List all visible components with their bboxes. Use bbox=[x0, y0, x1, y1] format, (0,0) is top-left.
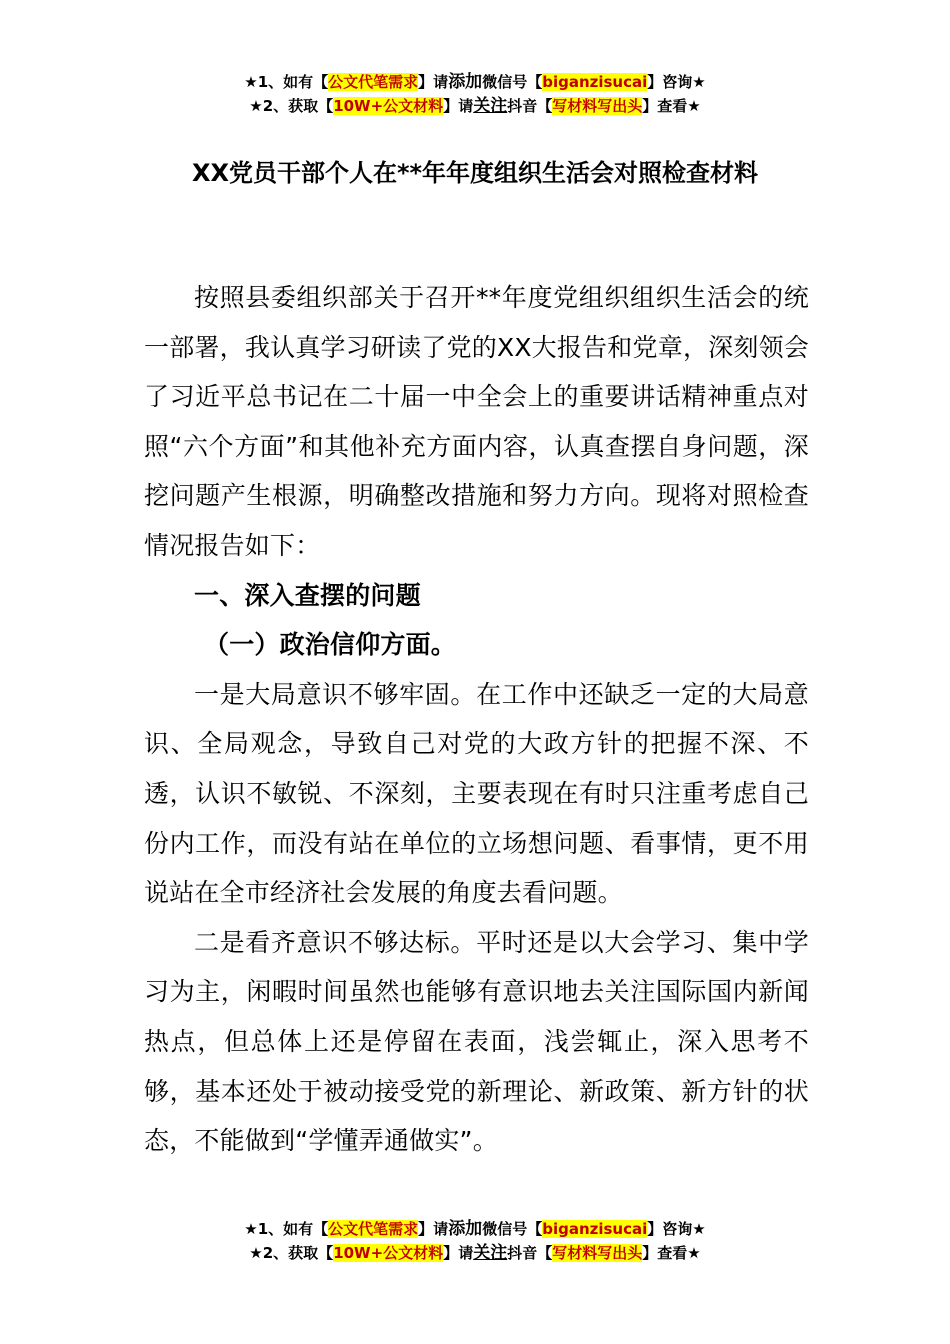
promo-highlight: biganzisucai bbox=[542, 1220, 648, 1238]
promo-emphasis: 关注 bbox=[473, 96, 508, 116]
promo-line-1 bbox=[0, 1217, 950, 1241]
promo-text: 】查看★ bbox=[642, 97, 701, 115]
promo-line-2 bbox=[0, 94, 950, 118]
promo-highlight: 10W+公文材料 bbox=[333, 97, 444, 115]
promo-banner-bottom bbox=[0, 1217, 950, 1265]
promo-line-2 bbox=[0, 1241, 950, 1265]
promo-text: 】请 bbox=[418, 1220, 449, 1238]
promo-text: 】查看★ bbox=[642, 1244, 701, 1262]
promo-highlight: 写材料写出头 bbox=[552, 97, 643, 115]
promo-highlight: biganzisucai bbox=[542, 73, 648, 91]
promo-text: 微信号【 bbox=[482, 73, 543, 91]
promo-highlight: 公文代笔需求 bbox=[328, 73, 419, 91]
promo-highlight: 10W+公文材料 bbox=[333, 1244, 444, 1262]
promo-text: 】咨询★ bbox=[647, 73, 706, 91]
promo-highlight: 公文代笔需求 bbox=[328, 1220, 419, 1238]
promo-text: ★2、获取【 bbox=[249, 1244, 334, 1262]
promo-text: ★1、如有【 bbox=[244, 73, 329, 91]
point-paragraph-1: 一是大局意识不够牢固。在工作中还缺乏一定的大局意识、全局观念，导致自己对党的大政方针的把握不深、不透，认识不敏锐、不深刻，主要表现在有时只注重考虑自己份内工作，而没有站在单位的立场想问题、看事情，更不用说站在全市经济社会发展的角度去看问题。 bbox=[144, 679, 809, 908]
promo-banner-top bbox=[0, 70, 950, 118]
document-body bbox=[144, 273, 809, 1166]
promo-text: 】咨询★ bbox=[647, 1220, 706, 1238]
promo-emphasis: 添加 bbox=[448, 1219, 483, 1239]
promo-text: 抖音【 bbox=[507, 1244, 553, 1262]
promo-emphasis: 关注 bbox=[473, 1243, 508, 1263]
subsection-heading: （一）政治信仰方面。 bbox=[204, 630, 457, 660]
promo-line-1 bbox=[0, 70, 950, 94]
section-heading: 一、深入查摆的问题 bbox=[194, 580, 421, 610]
promo-highlight: 写材料写出头 bbox=[552, 1244, 643, 1262]
promo-emphasis: 添加 bbox=[448, 72, 483, 92]
intro-paragraph: 按照县委组织部关于召开**年度党组织组织生活会的统一部署，我认真学习研读了党的XX大报告和党章，深刻领会了习近平总书记在二十届一中全会上的重要讲话精神重点对照“六个方面”和其他补充方面内容，认真查摆自身问题，深挖问题产生根源，明确整改措施和努力方向。现将对照检查情况报告如下： bbox=[144, 283, 809, 560]
promo-text: 】请 bbox=[443, 1244, 474, 1262]
promo-text: 】请 bbox=[418, 73, 449, 91]
promo-text: 微信号【 bbox=[482, 1220, 543, 1238]
point-paragraph-2: 二是看齐意识不够达标。平时还是以大会学习、集中学习为主，闲暇时间虽然也能够有意识地去关注国际国内新闻热点，但总体上还是停留在表面，浅尝辄止，深入思考不够，基本还处于被动接受党的新理论、新政策、新方针的状态，不能做到“学懂弄通做实”。 bbox=[144, 927, 809, 1156]
document-title: XX党员干部个人在**年年度组织生活会对照检查材料 bbox=[191, 159, 759, 187]
promo-text: 】请 bbox=[443, 97, 474, 115]
promo-text: ★2、获取【 bbox=[249, 97, 334, 115]
promo-text: ★1、如有【 bbox=[244, 1220, 329, 1238]
promo-text: 抖音【 bbox=[507, 97, 553, 115]
